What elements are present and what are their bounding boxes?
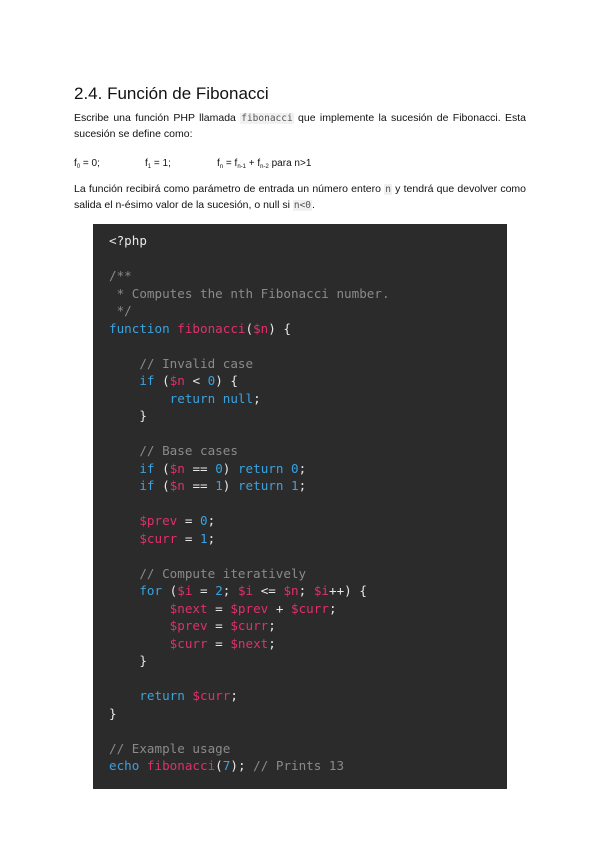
code-token: for [139,583,163,598]
inline-code-n: n [385,184,391,195]
code-token: return [139,688,193,703]
code-line [109,601,337,616]
formula-f1: $f_1 = 1$; [145,158,171,170]
code-token: ; [268,635,276,651]
code-token: ; [207,530,216,546]
code-token [109,531,139,546]
code-token: == [184,460,216,476]
fibonacci-definition [74,158,526,172]
code-token: ; [253,390,261,406]
code-token: ( [215,758,223,773]
code-token: 1 [215,478,223,493]
code-line [109,286,390,301]
code-token: ; [230,688,238,703]
code-token: $prev [169,618,208,633]
code-token: == [184,478,216,493]
code-line [109,531,215,546]
code-token: // Base cases [109,443,238,458]
code-line [109,618,276,633]
code-token: // Invalid case [109,355,254,371]
code-token: 1 [291,478,299,493]
code-token [109,478,139,493]
code-line [109,408,147,423]
code-token: ( [162,583,178,598]
code-token: = [207,600,231,616]
code-token: = [207,635,231,651]
code-token: 0 [207,373,216,388]
code-token: 0 [200,513,208,528]
formula-fn: $f_n = f_{n-1} + f_{n-2}$ para n>1 [217,158,312,170]
code-token: ); [230,758,254,773]
code-token: <?php [109,233,147,248]
code-token: = [207,618,231,633]
code-token: $next [230,635,269,651]
code-listing [109,232,390,775]
code-token: $i [313,583,329,598]
code-token [109,636,170,651]
code-token: $curr [192,688,231,703]
code-token: $curr [291,600,329,616]
description-text-3: . [312,198,315,211]
code-line [109,391,261,406]
code-token: 7 [222,758,231,773]
code-line [109,268,132,283]
code-token: function [109,320,178,336]
code-token: $n [169,478,185,493]
code-token: if [139,460,155,476]
code-token [109,513,139,528]
code-token: fibonacci [177,320,246,336]
code-token: + [268,600,292,616]
inline-code-fibonacci: fibonacci [241,113,293,124]
code-token: $curr [230,618,269,633]
code-token: < [184,373,208,388]
code-line [109,443,238,458]
code-token: ( [154,460,170,476]
intro-text-before: Escribe una función PHP llamada [74,112,241,124]
code-line [109,653,147,668]
code-token: return null [169,390,254,406]
code-token: * Computes the nth Fibonacci number. [109,285,390,301]
code-token: fibonacci [146,758,216,773]
code-token: $i [177,583,193,598]
code-block [93,224,507,789]
intro-text-after: que implemente la sucesión de Fibonacci. Esta sucesión se define como: [74,112,526,140]
code-token: ( [154,478,170,493]
code-token [109,461,139,476]
code-line [109,636,276,651]
code-token: ) { [268,320,292,336]
code-token: echo [109,758,147,773]
code-token: ) [222,460,238,476]
code-token: $curr [169,635,208,651]
code-token: $n [169,460,185,476]
formula-f0: $f_0 = 0$; [74,158,100,170]
code-token: ; [328,600,337,616]
code-line [109,741,230,756]
code-token: if [139,478,155,493]
code-token: $n [283,583,299,598]
code-token: ; [222,583,238,598]
section-heading: 2.4. Función de Fibonacci [74,84,269,103]
code-line [109,461,306,476]
code-token: ; [207,513,216,528]
code-line [109,688,238,703]
code-token: $prev [230,600,269,616]
description-text-1: La función recibirá como parámetro de entrada un número entero [74,183,385,195]
code-token: $n [253,320,269,336]
code-token [109,373,139,388]
code-token: 0 [215,460,223,476]
code-token: if [139,373,155,388]
code-token: = [177,530,201,546]
code-token: } [109,705,117,721]
code-token: ++) { [328,583,367,598]
code-token: $curr [139,530,178,546]
code-token: ; [268,618,276,633]
code-token: */ [109,303,132,318]
code-line [109,356,253,371]
code-line [109,373,238,388]
code-token [109,601,170,616]
code-token: = [192,583,216,598]
code-token: 2 [215,583,223,598]
code-token: $i [237,583,254,598]
code-token: <= [253,583,284,598]
code-line [109,303,132,318]
code-token: return [237,478,292,493]
code-line [109,478,306,493]
code-token: ; [298,583,314,598]
code-token: ( [245,320,254,336]
code-token: } [109,653,147,668]
code-token: } [109,408,147,423]
code-token: 1 [200,530,208,546]
code-line [109,758,344,773]
code-token: = [177,513,201,528]
code-token: return [237,460,292,476]
code-token: ; [298,478,307,493]
code-token: /** [109,268,132,283]
code-token [109,688,139,703]
code-line [109,513,215,528]
code-token: $n [169,373,185,388]
code-line [109,706,117,721]
code-token [109,391,170,406]
code-line [109,583,367,598]
code-token: // Prints 13 [253,758,345,773]
code-token: // Example usage [109,740,231,756]
code-line [109,321,291,336]
code-token: ) { [215,373,238,388]
code-token: // Compute iteratively [109,565,307,581]
code-token: $next [169,600,208,616]
code-line [109,566,306,581]
code-token: ) [222,478,238,493]
code-token [109,618,170,633]
description-paragraph [74,182,526,213]
code-token: 0 [291,460,299,476]
inline-code-n-lt-0: n<0 [293,199,312,211]
code-token: ( [154,373,170,388]
description-text-2: y tendrá que devolver como salida el n-ésimo valor de la sucesión, o null si [74,183,526,211]
code-token: $prev [139,513,178,528]
code-token [109,583,139,598]
code-line [109,233,147,248]
intro-paragraph [74,111,526,142]
code-token: ; [298,460,307,476]
